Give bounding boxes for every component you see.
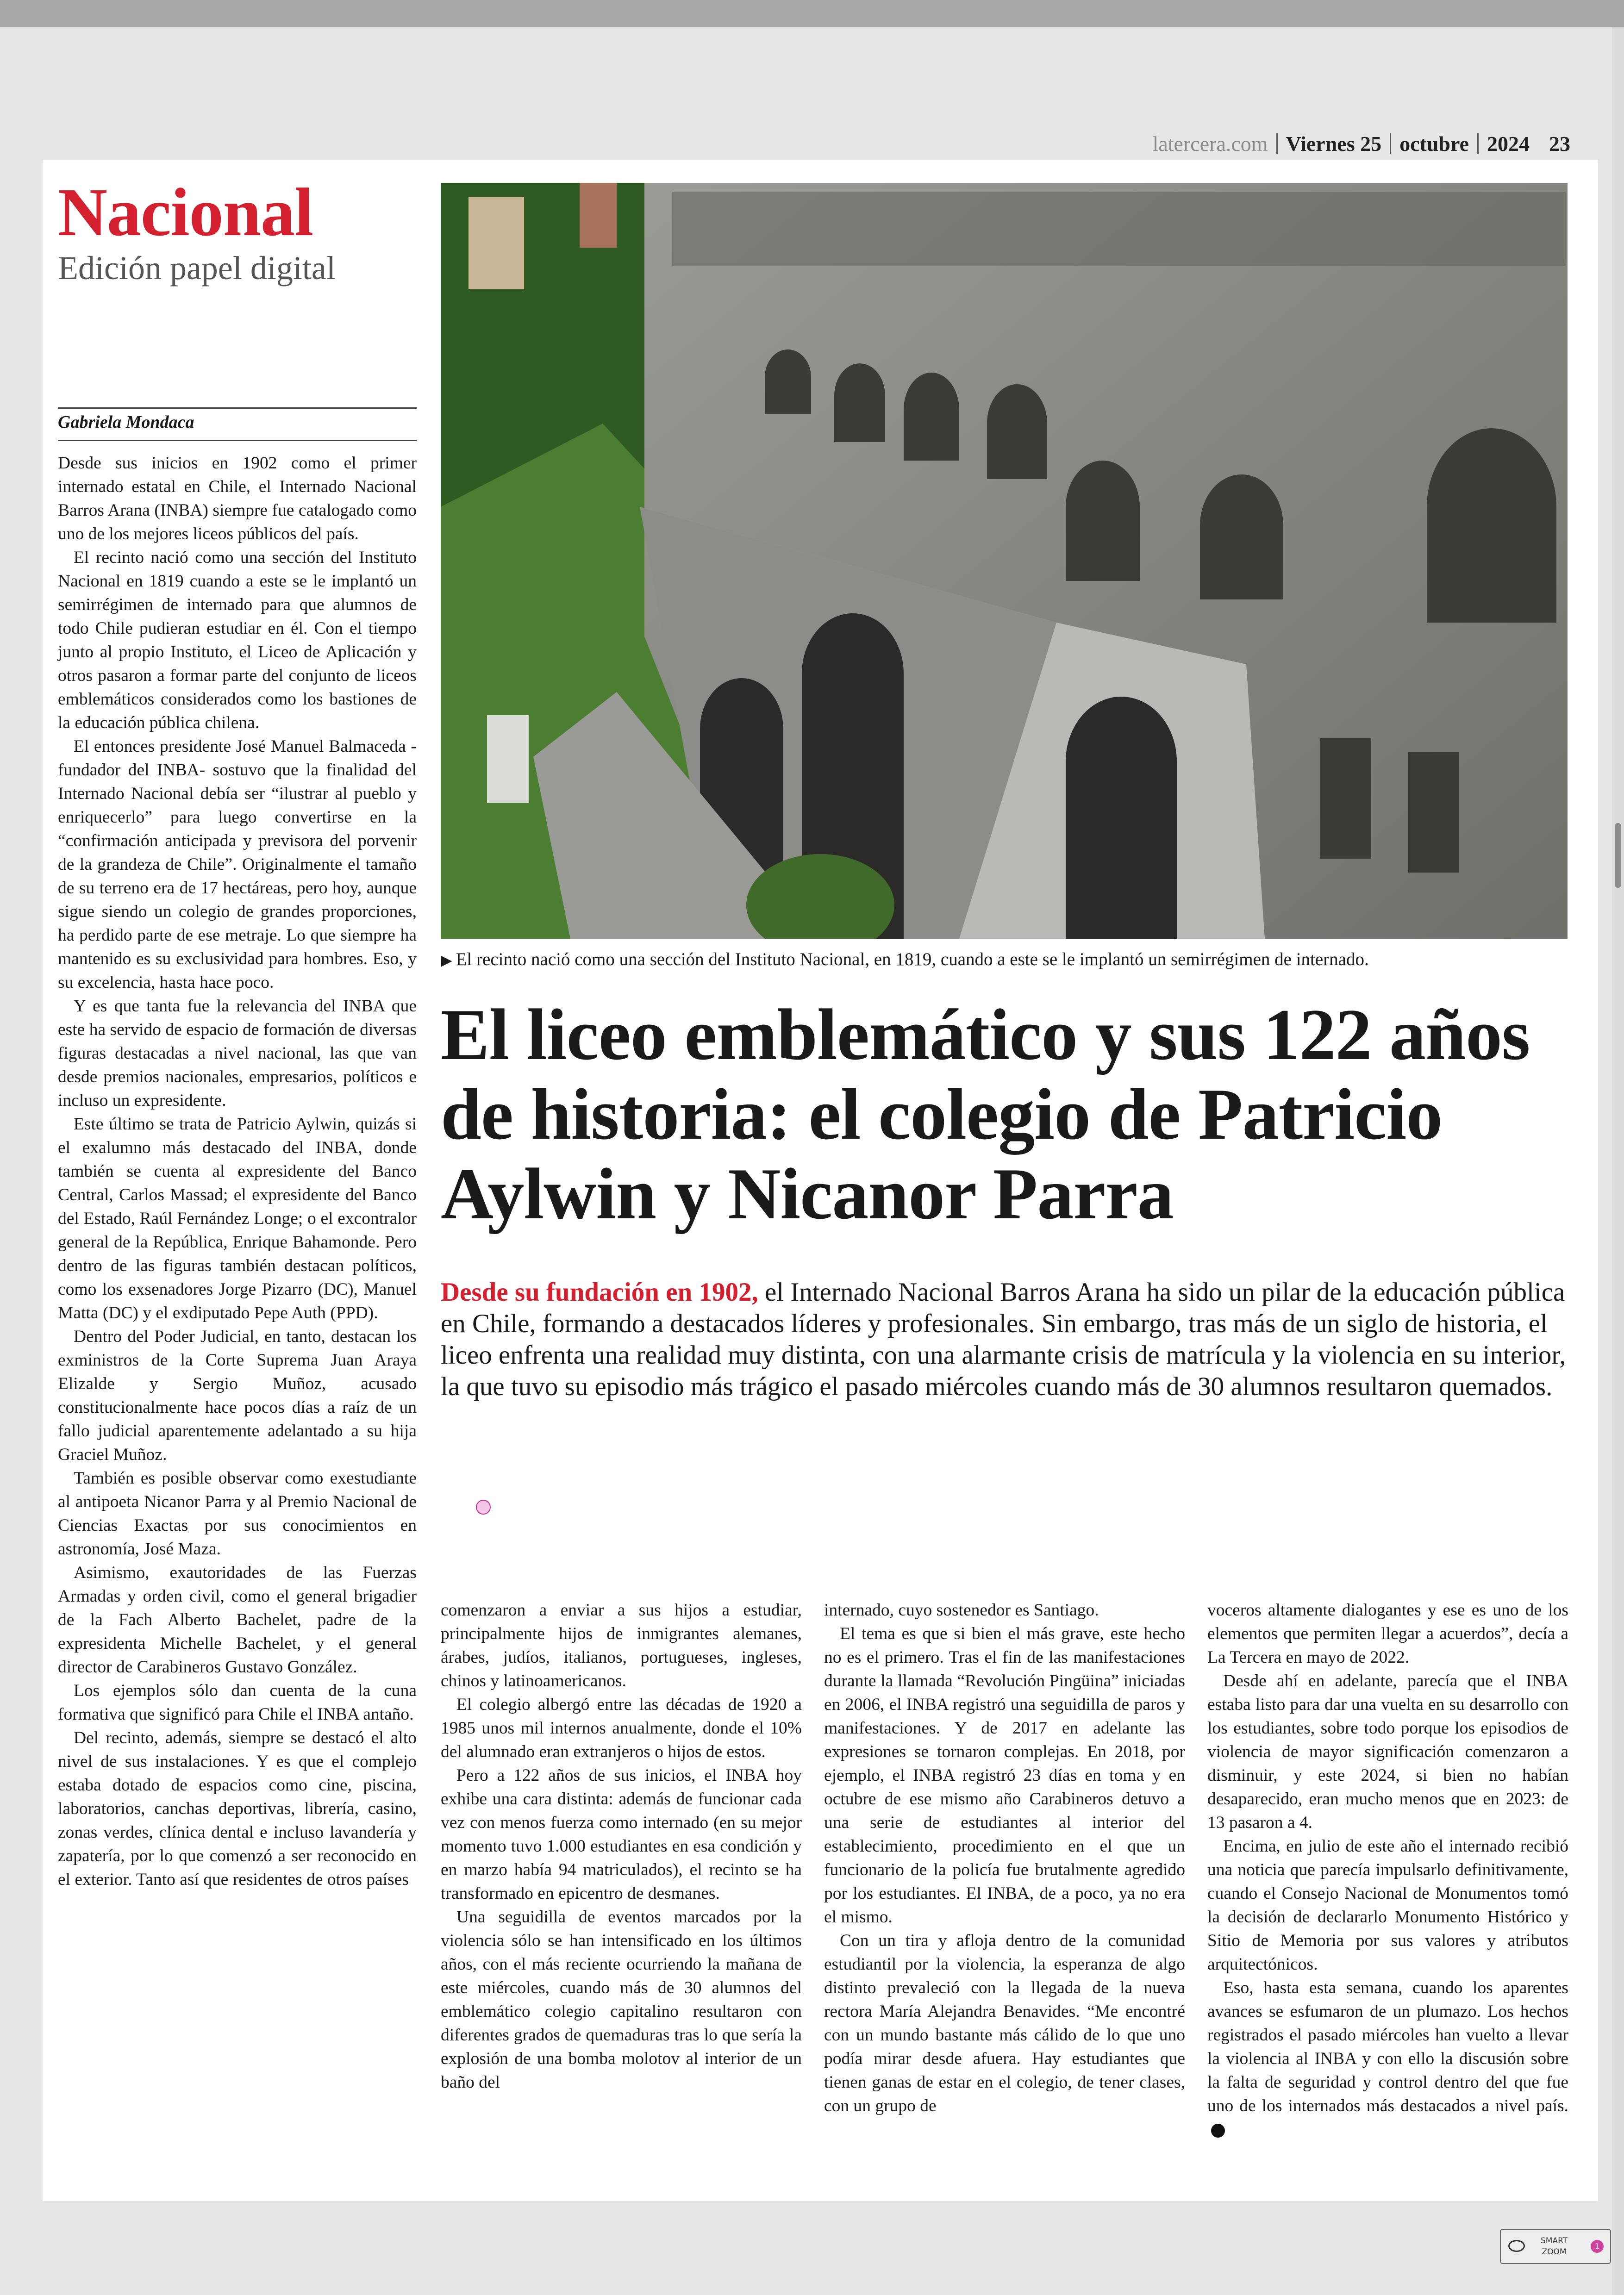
- smart-zoom-button[interactable]: [1500, 2229, 1611, 2264]
- folio-separator: [1477, 133, 1479, 154]
- folio-day: Viernes 25: [1286, 131, 1382, 156]
- paragraph: Desde sus inicios en 1902 como el primer internado estatal en Chile, el Internado Nacional Barros Arana (INBA) siempre fue catalogado como uno de los mejores liceos públicos del país.: [58, 454, 417, 543]
- vertical-scrollbar[interactable]: [1612, 27, 1624, 2295]
- smart-zoom-label: SMART ZOOM: [1541, 2236, 1568, 2257]
- paragraph: Con un tira y afloja dentro de la comunidad estudiantil por la violencia, la esperanza de algo distinto prevaleció con la llegada de la nueva rectora María Alejandra Benavides. “Me encontré con un mundo bastante más cálido de lo que uno podía mirar desde afuera. Hay estudiantes que tienen ganas de estar en el colegio, de tener clases, con un grupo de: [824, 1931, 1185, 2115]
- paragraph: El tema es que si bien el más grave, este hecho no es el primero. Tras el fin de las manifestaciones durante la llamada “Revolución Pingüina” iniciadas en 2006, el INBA registró una seguidilla de paros y manifestaciones. Y de 2017 en adelante las expresiones se tornaron complejas. En 2018, por ejemplo, el INBA registró 23 días en toma y en octubre de ese mismo año Carabineros detuvo a una serie de estudiantes al interior del establecimiento, procedimiento en el que un funcionario de la policía fue brutalmente agredido por los estudiantes. El INBA, de a poco, ya no era el mismo.: [824, 1624, 1185, 1927]
- paragraph: Y es que tanta fue la relevancia del INBA que este ha servido de espacio de formación de diversas figuras destacadas a nivel nacional, las que van desde premios nacionales, empresarios, políticos e incluso un expresidente.: [58, 997, 417, 1110]
- article-column-2: [441, 1598, 802, 2094]
- photo-caption: [441, 949, 1570, 970]
- annotation-icon[interactable]: [476, 1500, 491, 1515]
- paragraph: Una seguidilla de eventos marcados por la violencia sólo se han intensificado en los últimos años, con el más reciente ocurriendo la mañana de este miércoles, cuando más de 30 alumnos del emblemático colegio capitalino resultaron con diferentes grados de quemaduras tras lo que sería la explosión de una bomba molotov al interior de un baño del: [441, 1908, 802, 2092]
- caption-text: El recinto nació como una sección del Instituto Nacional, en 1819, cuando a este se le implantó un semirrégimen de internado.: [456, 949, 1369, 969]
- paragraph: Pero a 122 años de sus inicios, el INBA hoy exhibe una cara distinta: además de funcionar cada vez con menos fuerza como internado (en su mejor momento tuvo 1.000 estudiantes en esa condición y en marzo había 94 matriculados), el recinto se ha transformado en epicentro de desmanes.: [441, 1766, 802, 1903]
- folio-year: 2024: [1487, 131, 1530, 156]
- paragraph: El colegio albergó entre las décadas de 1920 a 1985 unos mil internos anualmente, donde el 10% del alumnado eran extranjeros o hijos de estos.: [441, 1695, 802, 1761]
- paragraph: comenzaron a enviar a sus hijos a estudiar, principalmente hijos de inmigrantes alemanes, árabes, judíos, italianos, portugueses, ingleses, chinos y latinoamericanos.: [441, 1601, 802, 1690]
- paragraph: También es posible observar como exestudiante al antipoeta Nicanor Parra y al Premio Nacional de Ciencias Exactas por sus conocimientos en astronomía, José Maza.: [58, 1469, 417, 1559]
- folio-month: octubre: [1399, 131, 1469, 156]
- article-column-4: [1207, 1598, 1568, 2141]
- section-title: Nacional: [58, 175, 313, 250]
- article-photo: [441, 183, 1568, 939]
- page-number: 23: [1549, 131, 1570, 156]
- paragraph: El recinto nació como una sección del Instituto Nacional en 1819 cuando a este se le implantó un semirrégimen de internado para que alumnos de todo Chile pudieran estudiar en él. Con el tiempo junto al propio Instituto, el Liceo de Aplicación y otros pasaron a formar parte del conjunto de liceos emblemáticos considerados como los bastiones de la educación pública chilena.: [58, 548, 417, 732]
- paragraph: internado, cuyo sostenedor es Santiago.: [824, 1601, 1099, 1620]
- viewer-top-bar: [0, 0, 1624, 27]
- deck-lead: Desde su fundación en 1902,: [441, 1278, 758, 1307]
- byline-rule-top: [58, 407, 417, 409]
- paragraph: Asimismo, exautoridades de las Fuerzas Armadas y orden civil, como el general brigadier de la Fach Alberto Bachelet, padre de la expresidenta Michelle Bachelet, y el general director de Carabineros Gustavo González.: [58, 1563, 417, 1677]
- paragraph: voceros altamente dialogantes y ese es uno de los elementos que permiten llegar a acuerdos”, decía a La Tercera en mayo de 2022.: [1207, 1601, 1568, 1667]
- paragraph: Los ejemplos sólo dan cuenta de la cuna formativa que significó para Chile el INBA antaño.: [58, 1681, 417, 1724]
- smart-zoom-badge: 1: [1591, 2240, 1604, 2253]
- folio-site: latercera.com: [1152, 131, 1268, 156]
- paragraph: El entonces presidente José Manuel Balmaceda -fundador del INBA- sostuvo que la finalidad del Internado Nacional debía ser “ilustrar al pueblo y enriquecerlo” para luego convertirse en la “confirmación anticipada y previsora del porvenir de la grandeza de Chile”. Originalmente el tamaño de su terreno era de 17 hectáreas, pero hoy, aunque sigue siendo un colegio de grandes proporciones, ha perdido parte de ese metraje. Lo que siempre ha mantenido es su exclusividad para hombres. Eso, y su excelencia, hasta hace poco.: [58, 737, 417, 992]
- scrollbar-thumb[interactable]: [1615, 823, 1621, 888]
- paragraph: Dentro del Poder Judicial, en tanto, destacan los exministros de la Corte Suprema Juan Araya Elizalde y Sergio Muñoz, acusado constitucionalmente hace pocos días a raíz de un fallo judicial aparentemente adelantado a su hija Graciel Muñoz.: [58, 1327, 417, 1464]
- eye-icon: [1508, 2240, 1525, 2252]
- folio-separator: [1390, 133, 1391, 154]
- end-mark-icon: [1211, 2124, 1225, 2138]
- paragraph: Encima, en julio de este año el internado recibió una noticia que parecía impulsarlo definitivamente, cuando el Consejo Nacional de Monumentos tomó la decisión de declararlo Monumento Histórico y Sitio de Memoria por sus valores y atributos arquitectónicos.: [1207, 1837, 1568, 1974]
- article-column-1: [58, 451, 417, 1891]
- folio-separator: [1276, 133, 1278, 154]
- edition-subtitle: Edición papel digital: [58, 249, 336, 287]
- inba-building-photo: [441, 183, 1568, 939]
- deck: [441, 1277, 1570, 1403]
- headline: El liceo emblemático y sus 122 años de historia: el colegio de Patricio Aylwin y Nicanor Parra: [441, 994, 1530, 1235]
- byline: Gabriela Mondaca: [58, 412, 194, 432]
- article-column-3: [824, 1598, 1185, 2118]
- deck-text: el Internado Nacional Barros Arana ha sido un pilar de la educación pública en Chile, formando a destacados líderes y profesionales. Sin embargo, tras más de un siglo de historia, el liceo enfrenta una realidad muy distinta, con una alarmante crisis de matrícula y la violencia en su interior, la que tuvo su episodio más trágico el pasado miércoles cuando más de 30 alumnos resultaron quemados.: [441, 1278, 1566, 1401]
- paragraph: Este último se trata de Patricio Aylwin, quizás si el exalumno más destacado del INBA, donde también se cuenta al expresidente del Banco Central, Carlos Massad; el expresidente del Banco del Estado, Raúl Fernández Longe; o el excontralor general de la República, Enrique Bahamonde. Pero dentro de las figuras también destacan políticos, como los exsenadores Jorge Pizarro (DC), Manuel Matta (DC) y el exdiputado Pepe Auth (PPD).: [58, 1115, 417, 1322]
- byline-rule-bottom: [58, 440, 417, 441]
- paragraph: Del recinto, además, siempre se destacó el alto nivel de sus instalaciones. Y es que el complejo estaba dotado de espacios como cine, piscina, laboratorios, canchas deportivas, librería, casino, zonas verdes, clínica dental e incluso lavandería y zapatería, por lo que comenzó a ser reconocido en el exterior. Tanto así que residentes de otros países: [58, 1728, 417, 1889]
- paragraph: Desde ahí en adelante, parecía que el INBA estaba listo para dar una vuelta en su desarrollo con los estudiantes, sobre todo porque los episodios de violencia de mayor significación comenzaron a disminuir, y este 2024, si bien no habían desaparecido, eran mucho menos que en 2023: de 13 pasaron a 4.: [1207, 1671, 1568, 1832]
- page-folio: [1153, 127, 1570, 160]
- paragraph: [1207, 1976, 1568, 2141]
- caption-triangle-icon: ▶: [441, 952, 452, 968]
- paragraph-text: Eso, hasta esta semana, cuando los aparentes avances se esfumaron de un plumazo. Los hechos registrados el pasado miércoles han vuelto a llevar la violencia al INBA y con ello la discusión sobre la falta de seguridad y control dentro del que fue uno de los internados más destacados a nivel país.: [1207, 1978, 1568, 2115]
